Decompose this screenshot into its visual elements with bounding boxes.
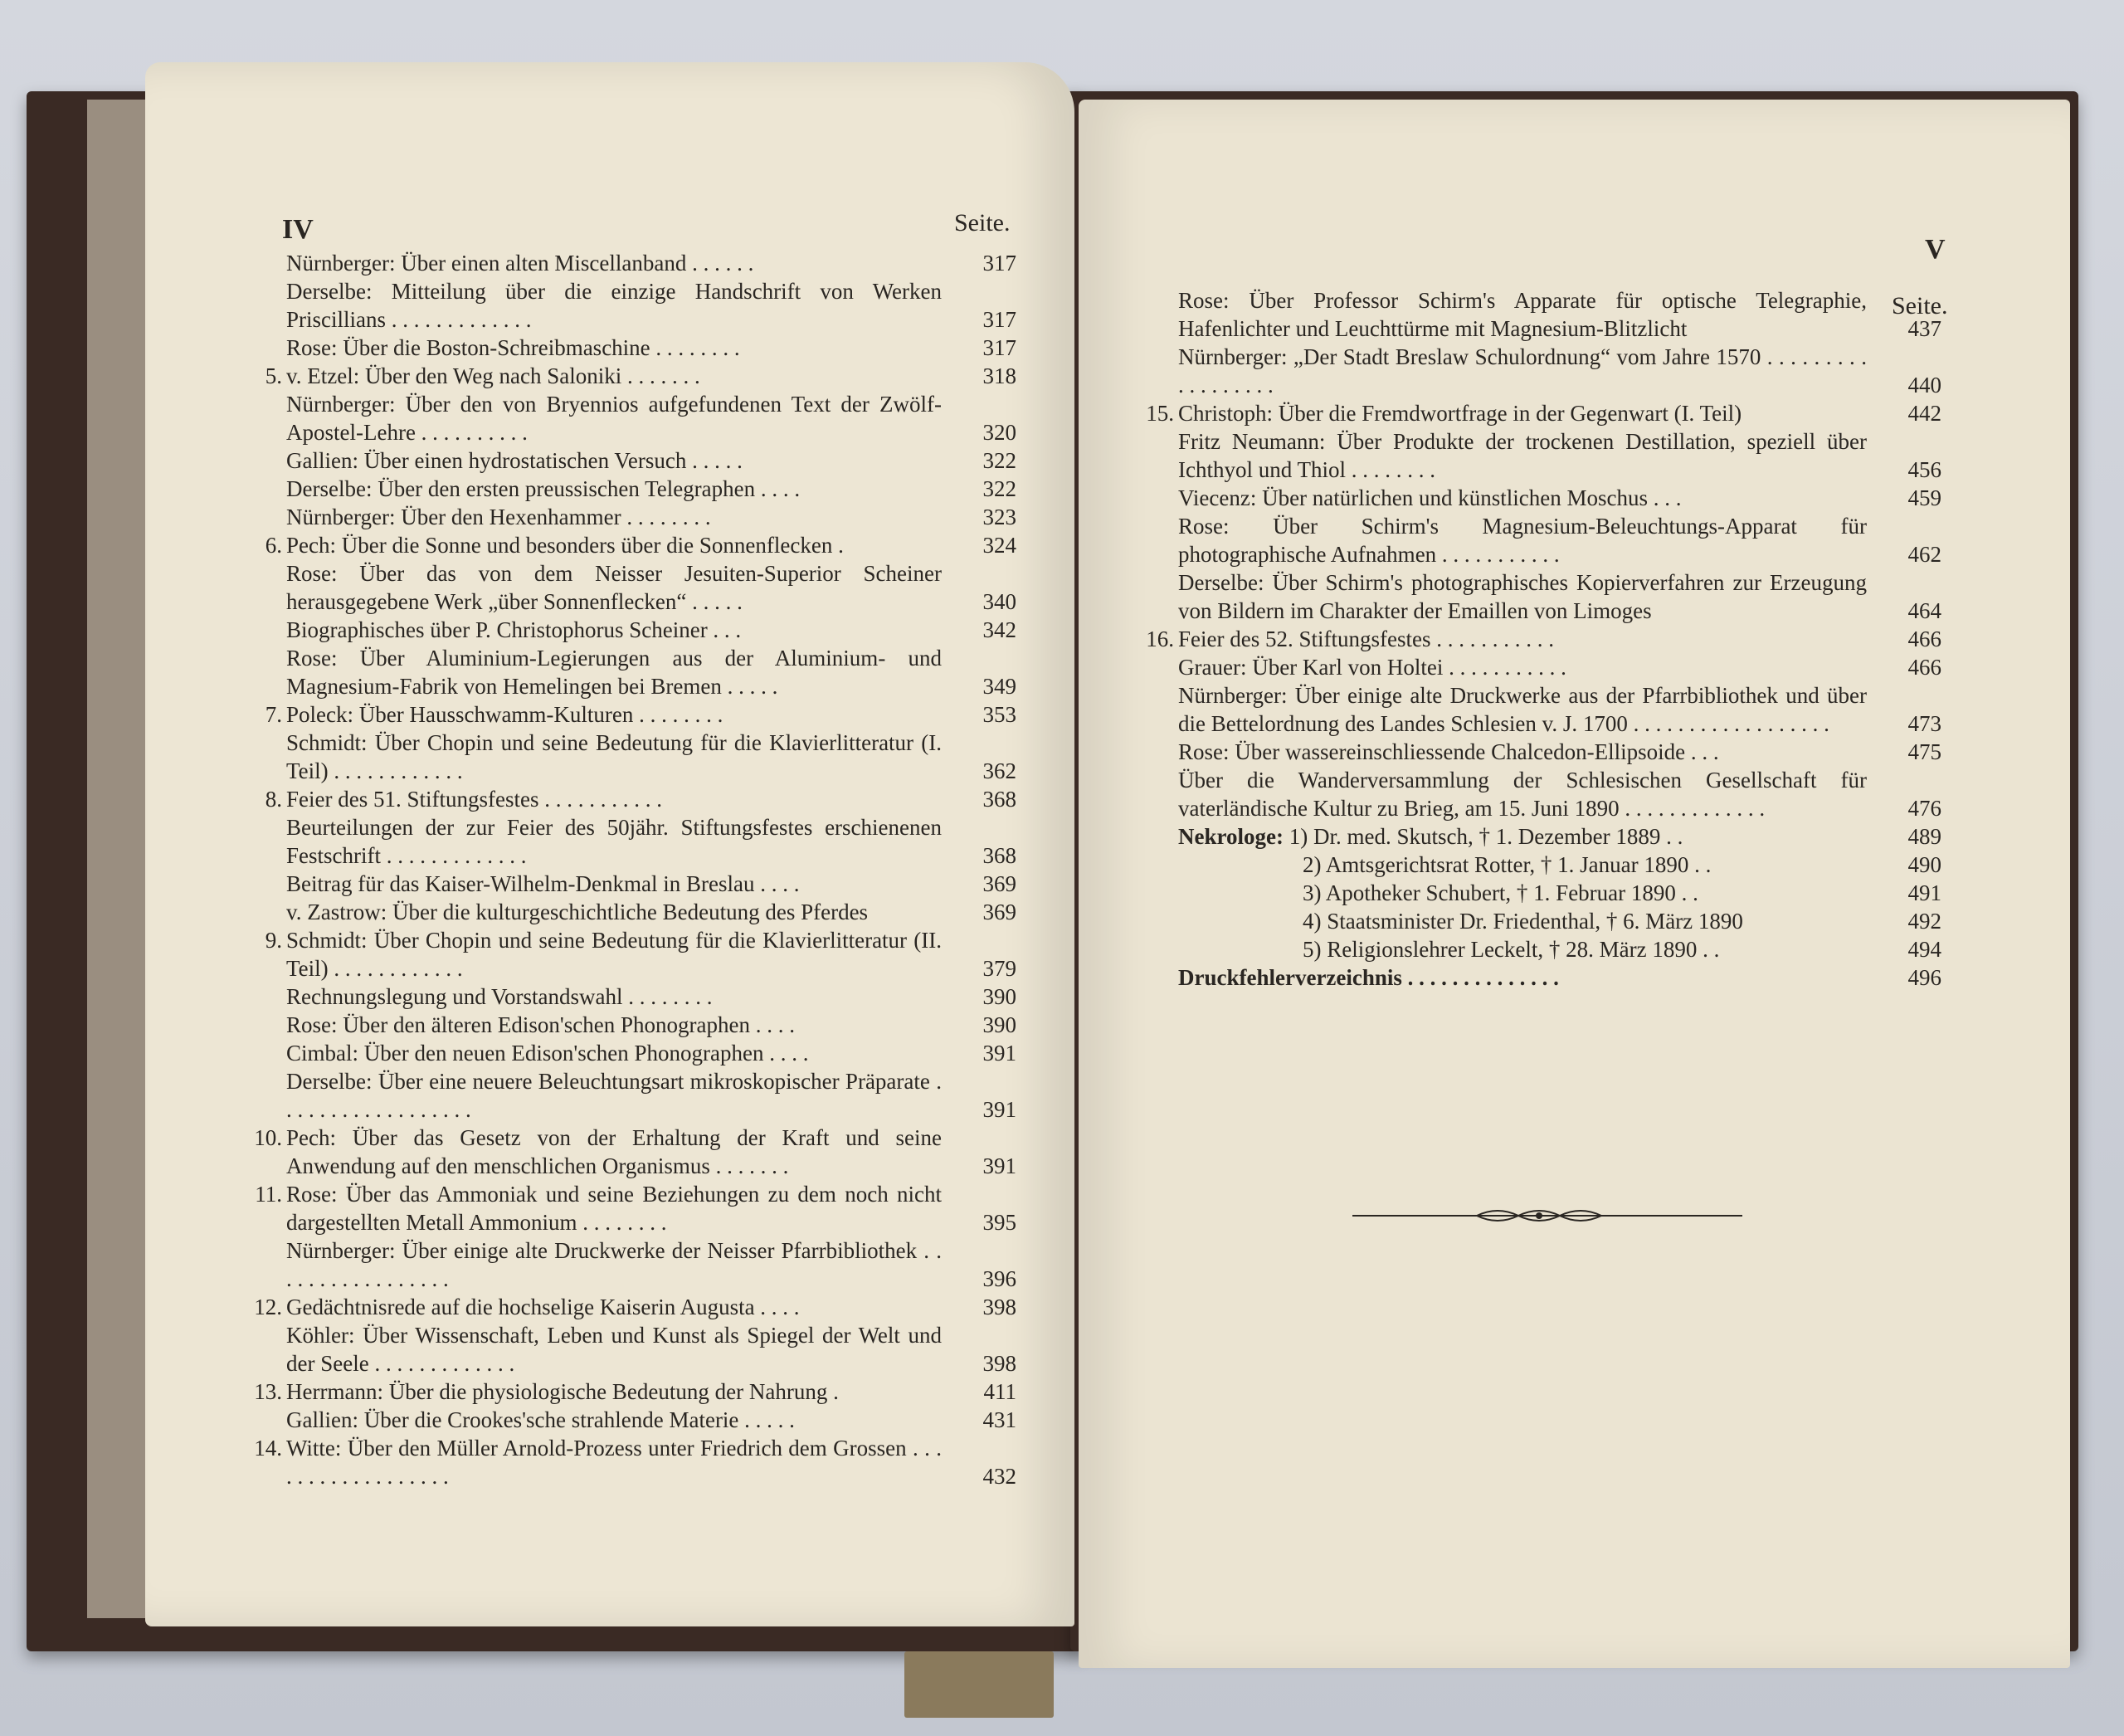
toc-entry <box>1178 851 1941 879</box>
toc-entry-title: 5) Religionslehrer Leckelt, † 28. März 1890 . . <box>1303 937 1720 962</box>
toc-entry-number: 15. <box>1146 401 1174 426</box>
toc-entry-title: v. Zastrow: Über die kulturgeschichtliche Bedeutung des Pferdes <box>286 900 869 924</box>
toc-entry-title: Gedächtnisrede auf die hochselige Kaiserin Augusta . . . . <box>286 1295 800 1319</box>
toc-entry <box>286 616 1016 644</box>
toc-entry <box>254 1378 1016 1406</box>
toc-entry-page: 391 <box>982 1153 1016 1178</box>
toc-entry-page: 440 <box>1907 373 1941 397</box>
toc-entry-title: Viecenz: Über natürlichen und künstlichen Moschus . . . <box>1178 485 1682 510</box>
toc-entry-title: Nürnberger: Über einen alten Miscellanband . . . . . . <box>286 251 754 276</box>
toc-entry-page: 490 <box>1907 852 1941 877</box>
toc-entry-page: 369 <box>982 900 1016 924</box>
toc-entry <box>286 729 1016 785</box>
toc-entry <box>286 334 1016 362</box>
toc-entry-page: 390 <box>982 1012 1016 1037</box>
toc-entry-title: Rose: Über Professor Schirm's Apparate für optische Telegraphie, Hafenlichter und Leuchttürme mit Magnesium-Blitzlicht <box>1178 288 1867 341</box>
toc-entry <box>286 559 1016 616</box>
toc-entry <box>286 277 1016 334</box>
toc-entry-page: 369 <box>982 871 1016 896</box>
toc-entry-page: 340 <box>982 589 1016 614</box>
toc-entry-title: Nürnberger: Über einige alte Druckwerke der Neisser Pfarrbibliothek . . . . . . . . . . . . . . . . . <box>286 1238 942 1291</box>
toc-entry-title: v. Etzel: Über den Weg nach Saloniki . . . . . . . <box>286 363 700 388</box>
toc-entry-page: 473 <box>1907 711 1941 736</box>
toc-entry-title: Gallien: Über einen hydrostatischen Versuch . . . . . <box>286 448 743 473</box>
toc-entry-title: Pech: Über die Sonne und besonders über die Sonnenflecken . <box>286 533 844 558</box>
toc-entry-title: Rose: Über den älteren Edison'schen Phonographen . . . . <box>286 1012 795 1037</box>
toc-entry-page: 456 <box>1907 457 1941 482</box>
toc-entry <box>265 700 1016 729</box>
toc-entry-title: Derselbe: Über Schirm's photographisches Kopierverfahren zur Erzeugung von Bildern im Charakter der Emaillen von Limoges <box>1178 570 1867 623</box>
toc-entry-page: 390 <box>982 984 1016 1009</box>
toc-entry <box>265 531 1016 559</box>
toc-entry-title: Christoph: Über die Fremdwortfrage in der Gegenwart (I. Teil) <box>1178 401 1742 426</box>
toc-entry-page: 494 <box>1907 937 1941 962</box>
toc-entry-title: Rechnungslegung und Vorstandswahl . . . . . . . . <box>286 984 713 1009</box>
toc-entry <box>254 1293 1016 1321</box>
toc-entry-title: Derselbe: Über eine neuere Beleuchtungsart mikroskopischer Präparate . . . . . . . . . . . . . . . . . . <box>286 1069 942 1122</box>
toc-entry-title: Grauer: Über Karl von Holtei . . . . . . . . . . . <box>1178 655 1566 680</box>
toc-entry-title: Über die Wanderversammlung der Schlesischen Gesellschaft für vaterländische Kultur zu Brieg, am 15. Juni 1890 . . . . . . . . . . . . . <box>1178 768 1867 821</box>
toc-entry-page: 466 <box>1907 627 1941 651</box>
toc-entry-title: Beitrag für das Kaiser-Wilhelm-Denkmal in Breslau . . . . <box>286 871 800 896</box>
toc-entry-page: 379 <box>982 956 1016 981</box>
toc-entry-page: 362 <box>982 758 1016 783</box>
toc-entry-title: Druckfehlerverzeichnis . . . . . . . . . . . . . . <box>1178 965 1559 990</box>
toc-entry-title: Derselbe: Über den ersten preussischen Telegraphen . . . . <box>286 476 801 501</box>
toc-entry-page: 342 <box>982 617 1016 642</box>
right-toc-list <box>1146 286 1941 992</box>
toc-entry-page: 437 <box>1907 316 1941 341</box>
toc-entry-title: Fritz Neumann: Über Produkte der trockenen Destillation, speziell über Ichthyol und Thiol . . . . . . . . <box>1178 429 1867 482</box>
toc-entry-page: 368 <box>982 787 1016 812</box>
toc-entry <box>1178 286 1941 343</box>
toc-entry <box>1178 427 1941 484</box>
toc-entry <box>254 1434 1016 1490</box>
toc-entry <box>286 1011 1016 1039</box>
toc-entry <box>265 785 1016 813</box>
toc-entry <box>286 813 1016 870</box>
toc-entry-title: Rose: Über die Boston-Schreibmaschine . . . . . . . . <box>286 335 740 360</box>
toc-entry-number: 12. <box>254 1295 282 1319</box>
left-seite-header: Seite. <box>954 209 1011 237</box>
toc-entry-page: 324 <box>982 533 1016 558</box>
toc-entry-number: 10. <box>254 1125 282 1150</box>
toc-entry <box>1178 907 1941 935</box>
toc-entry <box>286 1236 1016 1293</box>
toc-entry-number: 16. <box>1146 627 1174 651</box>
toc-entry <box>1146 625 1941 653</box>
toc-entry-title: Witte: Über den Müller Arnold-Prozess unter Friedrich dem Grossen . . . . . . . . . . . . . . . . . . <box>286 1436 942 1489</box>
left-toc-list <box>254 249 1016 1490</box>
toc-entry-page: 368 <box>982 843 1016 868</box>
toc-entry-page: 349 <box>982 674 1016 699</box>
toc-entry-title: 2) Amtsgerichtsrat Rotter, † 1. Januar 1890 . . <box>1303 852 1712 877</box>
toc-entry-number: 11. <box>255 1182 282 1207</box>
toc-entry-page: 476 <box>1907 796 1941 821</box>
toc-entry-title: Nürnberger: Über den Hexenhammer . . . . . . . . <box>286 505 711 529</box>
toc-entry-page: 323 <box>982 505 1016 529</box>
toc-entry <box>1178 879 1941 907</box>
toc-entry-page: 464 <box>1907 598 1941 623</box>
toc-entry-number: 7. <box>265 702 282 727</box>
toc-entry <box>286 898 1016 926</box>
toc-entry <box>286 1406 1016 1434</box>
toc-entry <box>1146 399 1941 427</box>
toc-entry-title: Rose: Über Schirm's Magnesium-Beleuchtungs-Apparat für photographische Aufnahmen . . . . . . . . . . . <box>1178 514 1867 567</box>
toc-entry-title: Nekrologe: 1) Dr. med. Skutsch, † 1. Dezember 1889 . . <box>1178 824 1683 849</box>
toc-entry-page: 459 <box>1907 485 1941 510</box>
toc-entry <box>1178 738 1941 766</box>
ornament-divider <box>1352 1203 1742 1228</box>
toc-entry <box>265 926 1016 983</box>
toc-entry-page: 431 <box>982 1407 1016 1432</box>
toc-entry <box>1178 568 1941 625</box>
toc-entry <box>1178 766 1941 822</box>
toc-entry-number: 5. <box>265 363 282 388</box>
toc-entry-title: Schmidt: Über Chopin und seine Bedeutung für die Klavierlitteratur (II. Teil) . . . . . . . . . . . . <box>286 928 942 981</box>
toc-entry <box>1178 935 1941 963</box>
toc-entry-page: 462 <box>1907 542 1941 567</box>
toc-entry-number: 13. <box>254 1379 282 1404</box>
toc-entry-title: Nürnberger: Über den von Bryennios aufgefundenen Text der Zwölf-Apostel-Lehre . . . . . . . . . . <box>286 392 942 445</box>
right-page-number: V <box>1925 234 1946 265</box>
toc-entry-page: 432 <box>982 1464 1016 1489</box>
toc-entry <box>1178 512 1941 568</box>
toc-entry <box>286 983 1016 1011</box>
toc-entry-title: Pech: Über das Gesetz von der Erhaltung der Kraft und seine Anwendung auf den menschlichen Organismus . . . . . . . <box>286 1125 942 1178</box>
toc-entry <box>286 390 1016 446</box>
toc-entry <box>1178 343 1941 399</box>
toc-entry-page: 398 <box>982 1351 1016 1376</box>
toc-entry-page: 353 <box>982 702 1016 727</box>
toc-entry <box>286 644 1016 700</box>
toc-entry-title: 4) Staatsminister Dr. Friedenthal, † 6. März 1890 <box>1303 909 1743 934</box>
toc-entry-page: 489 <box>1907 824 1941 849</box>
toc-entry-title: Beurteilungen der zur Feier des 50jähr. Stiftungsfestes erschienenen Festschrift . . . . . . . . . . . . . <box>286 815 942 868</box>
toc-entry <box>1178 484 1941 512</box>
toc-entry <box>254 1124 1016 1180</box>
toc-entry-page: 318 <box>982 363 1016 388</box>
toc-entry <box>1178 653 1941 681</box>
toc-entry-page: 396 <box>982 1266 1016 1291</box>
toc-entry-page: 395 <box>982 1210 1016 1235</box>
toc-entry-title: Feier des 51. Stiftungsfestes . . . . . . . . . . . <box>286 787 662 812</box>
toc-entry-title: Poleck: Über Hausschwamm-Kulturen . . . . . . . . <box>286 702 723 727</box>
toc-entry-title: Rose: Über das Ammoniak und seine Beziehungen zu dem noch nicht dargestellten Metall Ammonium . . . . . . . . <box>286 1182 942 1235</box>
toc-entry <box>286 1067 1016 1124</box>
toc-entry-page: 491 <box>1907 880 1941 905</box>
toc-entry <box>1178 822 1941 851</box>
toc-entry-title: Nürnberger: „Der Stadt Breslaw Schulordnung“ vom Jahre 1570 . . . . . . . . . . . . . . . . . . <box>1178 344 1867 397</box>
book-spine <box>904 1651 1054 1718</box>
toc-entry <box>255 1180 1016 1236</box>
toc-entry-title: Schmidt: Über Chopin und seine Bedeutung für die Klavierlitteratur (I. Teil) . . . . . . . . . . . . <box>286 730 942 783</box>
toc-entry-number: 14. <box>254 1436 282 1460</box>
toc-entry <box>286 475 1016 503</box>
toc-entry-number: 8. <box>265 787 282 812</box>
toc-entry-title: Nürnberger: Über einige alte Druckwerke aus der Pfarrbibliothek und über die Bettelordnung des Landes Schlesien v. J. 1700 . . . . . . . . . . . . . . . . . . <box>1178 683 1867 736</box>
toc-entry <box>286 1039 1016 1067</box>
toc-entry-title: Rose: Über das von dem Neisser Jesuiten-Superior Scheiner herausgegebene Werk „über Sonnenflecken“ . . . . . <box>286 561 942 614</box>
toc-entry-title: Derselbe: Mitteilung über die einzige Handschrift von Werken Priscillians . . . . . . . . . . . . . <box>286 279 942 332</box>
toc-entry-title: Biographisches über P. Christophorus Scheiner . . . <box>286 617 742 642</box>
toc-entry-page: 475 <box>1907 739 1941 764</box>
toc-entry-title: Herrmann: Über die physiologische Bedeutung der Nahrung . <box>286 1379 839 1404</box>
toc-entry-page: 492 <box>1907 909 1941 934</box>
toc-entry-page: 411 <box>983 1379 1016 1404</box>
toc-entry <box>1178 963 1941 992</box>
toc-entry-page: 322 <box>982 448 1016 473</box>
toc-entry-number: 9. <box>265 928 282 953</box>
toc-entry-page: 442 <box>1907 401 1941 426</box>
toc-entry-page: 391 <box>982 1041 1016 1065</box>
toc-entry-title: Rose: Über wassereinschliessende Chalcedon-Ellipsoide . . . <box>1178 739 1719 764</box>
toc-entry <box>286 1321 1016 1378</box>
toc-entry <box>286 249 1016 277</box>
toc-entry <box>1178 681 1941 738</box>
toc-entry-title: Feier des 52. Stiftungsfestes . . . . . . . . . . . <box>1178 627 1554 651</box>
toc-entry-page: 466 <box>1907 655 1941 680</box>
toc-entry-title: Rose: Über Aluminium-Legierungen aus der Aluminium- und Magnesium-Fabrik von Hemelingen bei Bremen . . . . . <box>286 646 942 699</box>
toc-entry-page: 322 <box>982 476 1016 501</box>
toc-entry-page: 496 <box>1907 965 1941 990</box>
toc-entry-page: 317 <box>982 335 1016 360</box>
toc-entry-page: 317 <box>982 307 1016 332</box>
toc-entry <box>265 362 1016 390</box>
toc-entry-number: 6. <box>265 533 282 558</box>
toc-entry <box>286 446 1016 475</box>
toc-entry-page: 398 <box>982 1295 1016 1319</box>
toc-entry-page: 391 <box>982 1097 1016 1122</box>
toc-entry-title: 3) Apotheker Schubert, † 1. Februar 1890 . . <box>1303 880 1698 905</box>
toc-entry <box>286 870 1016 898</box>
left-page-number: IV <box>282 214 314 245</box>
right-seite-header: Seite. <box>1892 292 1948 319</box>
toc-entry-page: 320 <box>982 420 1016 445</box>
toc-entry <box>286 503 1016 531</box>
toc-entry-title: Köhler: Über Wissenschaft, Leben und Kunst als Spiegel der Welt und der Seele . . . . . . . . . . . . . <box>286 1323 942 1376</box>
toc-entry-title: Cimbal: Über den neuen Edison'schen Phonographen . . . . <box>286 1041 809 1065</box>
toc-entry-page: 317 <box>982 251 1016 276</box>
toc-entry-title: Gallien: Über die Crookes'sche strahlende Materie . . . . . <box>286 1407 795 1432</box>
nekrologe-label: Nekrologe: <box>1178 824 1284 849</box>
